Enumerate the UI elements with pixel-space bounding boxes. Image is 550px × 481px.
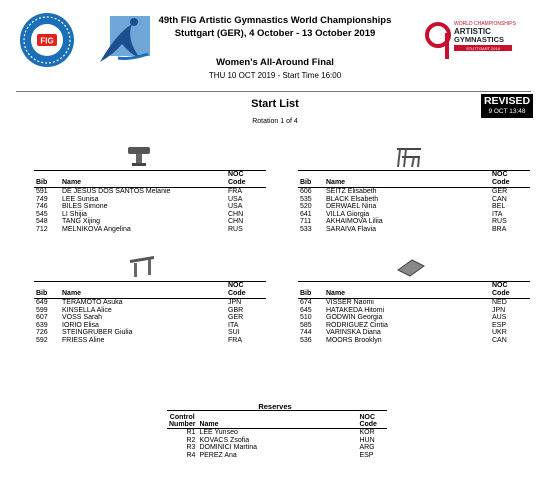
wc-line1: ARTISTIC (454, 27, 491, 36)
world-championships-logo (424, 15, 530, 61)
revised-badge (481, 94, 533, 118)
name-cell: MOORS Brooklyn (326, 336, 382, 344)
noc-cell: USA (228, 203, 243, 211)
table-row (34, 211, 266, 219)
name-cell: RODRIGUEZ Cintia (326, 321, 388, 329)
name-cell: VOSS Sarah (62, 314, 103, 322)
bib-cell: 548 (36, 218, 48, 226)
name-cell: TERAMOTO Asuka (62, 299, 123, 306)
noc-cell: ITA (228, 321, 239, 329)
gymnast-logo (96, 14, 154, 66)
reserves-table (167, 410, 387, 459)
name-cell: GODWIN Georgia (326, 314, 383, 322)
revised-label: REVISED (483, 95, 531, 107)
noc-cell: SUI (228, 329, 240, 337)
reserves-title: Reserves (258, 402, 292, 411)
bib-cell: 535 (300, 195, 312, 203)
table-row (34, 322, 266, 330)
name-cell: AKHAIMOVA Liliia (326, 218, 383, 226)
bib-cell: 639 (36, 321, 48, 329)
control-number-cell: R2 (186, 436, 196, 444)
table-row (34, 218, 266, 226)
bib-cell: 726 (36, 329, 48, 337)
bib-cell: 744 (300, 329, 312, 337)
name-header: Name (60, 282, 226, 299)
fig-logo (18, 11, 76, 69)
document-title: Start List (251, 98, 299, 110)
noc-cell: RUS (228, 225, 243, 233)
rotation-label: Rotation 1 of 4 (252, 118, 298, 125)
noc-cell: JPN (492, 306, 506, 314)
noc-cell: NED (492, 299, 507, 306)
bib-cell: 649 (36, 299, 48, 306)
bib-cell: 746 (36, 203, 48, 211)
name-cell: DERWAEL Nina (326, 203, 377, 211)
bib-cell: 641 (300, 210, 312, 218)
name-cell: BLACK Elsabeth (326, 195, 379, 203)
name-header: Name (324, 171, 490, 188)
table-row (298, 203, 530, 211)
vault-icon (124, 143, 154, 169)
bib-cell: 674 (300, 299, 312, 306)
noc-cell: BEL (492, 203, 506, 211)
table-row (298, 299, 530, 307)
name-cell: FRIESS Aline (62, 336, 105, 344)
name-cell: KOVACS Zsofia (199, 436, 250, 444)
bib-cell: 585 (300, 321, 312, 329)
name-cell: KINSELLA Alice (62, 306, 112, 314)
event-title: 49th FIG Artistic Gymnastics World Championships (158, 15, 392, 26)
noc-header: NOC Code (226, 171, 266, 188)
bib-cell: 520 (300, 203, 312, 211)
noc-cell: GBR (228, 306, 244, 314)
noc-header: NOC Code (226, 282, 266, 299)
name-cell: IORIO Elisa (62, 321, 99, 329)
bib-cell: 533 (300, 225, 312, 233)
fig-logo-text: FIG (40, 36, 54, 46)
table-row (34, 299, 266, 307)
noc-cell: FRA (228, 336, 242, 344)
noc-cell: ARG (359, 444, 375, 452)
noc-cell: HUN (359, 436, 375, 444)
table-row (34, 203, 266, 211)
table-row (298, 226, 530, 234)
noc-cell: KOR (359, 429, 375, 436)
reserve-name-header: Name (197, 411, 357, 429)
wc-small-text: WORLD CHAMPIONSHIPS (454, 21, 516, 27)
bib-header: Bib (298, 171, 324, 188)
bib-cell: 592 (36, 336, 48, 344)
name-cell: PEREZ Ana (199, 451, 237, 459)
control-number-cell: R3 (186, 444, 196, 452)
name-header: Name (60, 171, 226, 188)
reserve-row (167, 444, 387, 452)
noc-cell: RUS (492, 218, 507, 226)
bib-header: Bib (34, 282, 60, 299)
control-number-cell: R4 (186, 451, 196, 459)
floor-start-table (298, 281, 530, 345)
reserve-noc-header: NOC Code (357, 411, 387, 429)
wc-line2: GYMNASTICS (454, 35, 505, 44)
bib-cell: 536 (300, 336, 312, 344)
event-date: THU 10 OCT 2019 - Start Time 16:00 (208, 71, 342, 80)
noc-cell: FRA (228, 188, 242, 195)
name-cell: VILLA Giorgia (326, 210, 370, 218)
bib-cell: 749 (36, 195, 48, 203)
bib-cell: 606 (300, 188, 312, 195)
name-cell: VISSER Naomi (326, 299, 374, 306)
noc-cell: GER (492, 188, 508, 195)
name-cell: BILES Simone (62, 203, 108, 211)
noc-header: NOC Code (490, 171, 530, 188)
bib-cell: 711 (300, 218, 312, 226)
name-cell: DOMINICI Martina (199, 444, 258, 452)
table-row (298, 314, 530, 322)
bib-cell: 591 (36, 188, 48, 195)
table-row (34, 307, 266, 315)
noc-cell: CAN (492, 336, 507, 344)
table-row (34, 196, 266, 204)
balance-beam-icon (126, 254, 156, 280)
bib-cell: 545 (36, 210, 48, 218)
noc-cell: CAN (492, 195, 507, 203)
noc-cell: AUS (492, 314, 507, 322)
name-header: Name (324, 282, 490, 299)
noc-cell: UKR (492, 329, 507, 337)
bib-cell: 510 (300, 314, 312, 322)
table-row (34, 329, 266, 337)
noc-cell: GER (228, 314, 244, 322)
table-row (34, 188, 266, 196)
noc-cell: CHN (228, 210, 244, 218)
table-row (34, 337, 266, 345)
noc-cell: BRA (492, 225, 507, 233)
reserve-row (167, 429, 387, 437)
reserve-row (167, 437, 387, 445)
table-row (298, 218, 530, 226)
bib-header: Bib (34, 171, 60, 188)
name-cell: HATAKEDA Hitomi (326, 306, 385, 314)
header-divider (16, 91, 531, 92)
revised-date: 9 OCT 13:48 (488, 108, 526, 115)
name-cell: STEINGRUBER Giulia (62, 329, 133, 337)
name-cell: LI Shijia (62, 210, 87, 218)
table-row (298, 307, 530, 315)
name-cell: SEITZ Elisabeth (326, 188, 377, 195)
name-cell: LEE Sunisa (62, 195, 99, 203)
name-cell: MELNIKOVA Angelina (62, 225, 131, 233)
name-cell: TANG Xijing (62, 218, 100, 226)
event-subtitle: Stuttgart (GER), 4 October - 13 October 2019 (174, 28, 376, 39)
noc-cell: ITA (492, 210, 503, 218)
floor-exercise-icon (396, 256, 426, 280)
bib-cell: 712 (36, 225, 48, 233)
name-cell: SARAIVA Flavia (326, 225, 377, 233)
table-row (298, 188, 530, 196)
bib-header: Bib (298, 282, 324, 299)
wc-tag: STUTTGART 2019 (466, 45, 500, 51)
name-cell: LEE Yunseo (199, 429, 238, 436)
table-row (298, 329, 530, 337)
table-row (34, 226, 266, 234)
noc-cell: JPN (228, 299, 242, 306)
bib-cell: 645 (300, 306, 312, 314)
balance-beam-start-table (34, 281, 266, 345)
name-cell: DE JESUS DOS SANTOS Melanie (62, 188, 171, 195)
control-number-header: Control Number (167, 411, 197, 429)
reserve-row (167, 452, 387, 460)
table-row (298, 322, 530, 330)
uneven-bars-start-table (298, 170, 530, 234)
table-row (298, 196, 530, 204)
name-cell: VARINSKA Diana (326, 329, 381, 337)
noc-cell: ESP (359, 451, 374, 459)
table-row (298, 211, 530, 219)
control-number-cell: R1 (186, 429, 196, 436)
uneven-bars-icon (394, 143, 424, 169)
vault-start-table (34, 170, 266, 234)
noc-cell: ESP (492, 321, 507, 329)
noc-cell: USA (228, 195, 243, 203)
table-row (34, 314, 266, 322)
noc-header: NOC Code (490, 282, 530, 299)
table-row (298, 337, 530, 345)
bib-cell: 599 (36, 306, 48, 314)
event-phase: Women's All-Around Final (216, 57, 334, 68)
noc-cell: CHN (228, 218, 244, 226)
bib-cell: 607 (36, 314, 48, 322)
